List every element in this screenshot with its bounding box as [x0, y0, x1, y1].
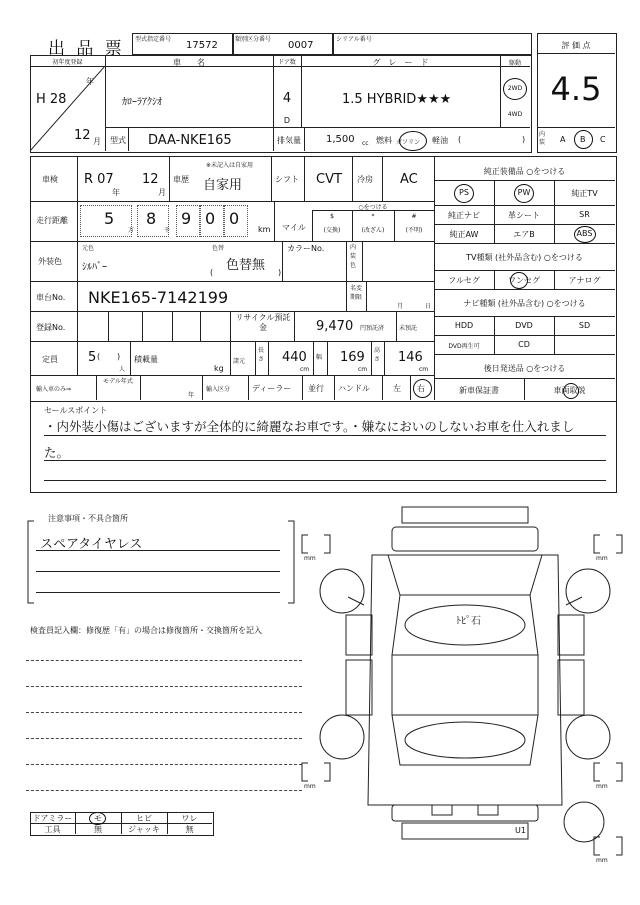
- interior-grade-label: 内装: [539, 131, 546, 146]
- interior-a: A: [560, 135, 566, 144]
- serial-label: シリアル番号: [336, 36, 372, 43]
- orig-color-value: ｼﾙﾊﾞｰ: [82, 262, 107, 273]
- category-code-label: 類別区分番号: [235, 36, 272, 43]
- doors-value: 4: [282, 91, 292, 106]
- width-cm: cm: [358, 366, 368, 373]
- capacity-label: 定員: [42, 355, 58, 364]
- first-reg-era: H 28: [36, 92, 67, 107]
- equip-abs: ABS: [576, 229, 593, 238]
- height-cm: cm: [419, 366, 429, 373]
- month-mark: 月: [93, 137, 101, 146]
- altered-label: (改ざん): [361, 227, 385, 234]
- notes-label: 注意事項・不具合箇所: [48, 514, 128, 523]
- year-mark: 年: [86, 77, 94, 86]
- sales-label: セールスポイント: [44, 406, 108, 415]
- handle-right: 右: [417, 384, 425, 393]
- form-title: 出 品 票: [48, 39, 125, 59]
- repaint-value: 色替無: [226, 258, 266, 273]
- height-label: 高さ: [374, 347, 381, 363]
- car-name: ｶﾛｰﾗｱｸｼｵ: [122, 97, 162, 108]
- shaken-era: R 07: [84, 172, 114, 187]
- doors-label: ドア数: [278, 59, 296, 66]
- chassis-value: NKE165-7142199: [88, 288, 229, 307]
- door-type: D: [283, 116, 291, 125]
- model-code-label: 型式指定番号: [135, 36, 172, 43]
- mm-spare: mm: [596, 857, 608, 864]
- fuel-paren-close: ): [522, 135, 526, 144]
- chassis-label: 車台No.: [36, 293, 66, 302]
- u1-mark: U1: [515, 826, 526, 835]
- acc-tools: 工具: [44, 825, 61, 834]
- length-label: 長さ: [258, 347, 265, 363]
- kg-unit: kg: [214, 364, 224, 373]
- drive-4wd: 4WD: [507, 111, 523, 118]
- orig-color-label: 元色: [82, 245, 95, 252]
- fuel-gasoline: ガソリン: [396, 139, 421, 146]
- sen-unit: 千: [164, 227, 171, 234]
- name-change-month: 月: [397, 303, 404, 310]
- unknown-symbol: #: [411, 213, 417, 220]
- acc-tools-value: 無: [94, 825, 102, 834]
- notes-bracket: [26, 515, 296, 609]
- import-label: 輸入車のみ⇒: [36, 386, 72, 393]
- handle-label: ハンドル: [338, 384, 370, 393]
- category-code-value: 0007: [288, 40, 314, 51]
- import-type-label: 輸入区分: [206, 386, 231, 393]
- capacity-value: 5: [88, 350, 97, 365]
- tv-oneseg: ワンセグ: [508, 276, 540, 285]
- drive-2wd: 2WD: [507, 85, 523, 92]
- capacity-paren-open: (: [97, 352, 101, 361]
- sales-line-2: た。: [44, 445, 70, 460]
- name-change-label: 名変期限: [350, 285, 363, 301]
- equip-ps-circle: [454, 184, 474, 203]
- odo-circle-note: ○をつける: [358, 204, 388, 211]
- mm-rear-right: mm: [596, 783, 608, 790]
- fuel-paren-open: (: [458, 135, 462, 144]
- equip-pw: PW: [517, 188, 531, 197]
- displacement-value: 1,500: [326, 134, 355, 145]
- acc-jack-value: 無: [185, 825, 194, 834]
- drive-label: 駆動: [508, 60, 521, 67]
- shaken-month: 12: [142, 172, 159, 187]
- mileage-digit-2: 8: [146, 209, 157, 228]
- mm-front-left: mm: [304, 555, 316, 562]
- load-label: 積載量: [134, 355, 158, 364]
- navi-hdd: HDD: [454, 321, 474, 330]
- model-value: DAA-NKE165: [148, 133, 232, 148]
- tv-analog: アナログ: [568, 276, 601, 285]
- equip-aw: 純正AW: [449, 230, 479, 239]
- drive-2wd-circle: [503, 78, 527, 100]
- name-change-day: 日: [425, 303, 432, 310]
- equipment-title: 純正装備品 ○をつける: [483, 167, 566, 176]
- interior-c: C: [600, 135, 606, 144]
- mileage-digit-3: 9: [181, 209, 192, 228]
- equip-navi: 純正ナビ: [448, 211, 480, 220]
- car-diagram: [300, 505, 630, 865]
- ac-label: 冷房: [357, 175, 373, 184]
- man-unit: 万: [128, 227, 135, 234]
- recycle-unpaid: 未預託: [399, 325, 418, 332]
- ac-value: AC: [400, 172, 418, 187]
- rating-label: 評 価 点: [561, 41, 591, 50]
- displacement-label: 排気量: [277, 136, 301, 145]
- navi-sd: SD: [578, 321, 591, 330]
- equip-sr: SR: [579, 210, 590, 219]
- repaint-paren-close: ): [278, 268, 282, 277]
- interior-b-circle: [574, 130, 593, 149]
- import-dealer: ディーラー: [252, 384, 292, 393]
- exchange-label: (交換): [323, 227, 341, 234]
- acc-crack: ヒビ: [136, 814, 152, 823]
- width-label: 幅: [316, 354, 323, 361]
- navi-dvd-play: DVD再生可: [448, 343, 480, 350]
- equip-airbag: エアB: [513, 230, 535, 239]
- mileage-digit-5: 0: [229, 209, 240, 228]
- tv-fullseg: フルセグ: [448, 276, 480, 285]
- notes-text: スペアタイヤレス: [40, 537, 143, 552]
- later-manual-circle: [563, 383, 579, 399]
- later-title: 後日発送品 ○をつける: [483, 364, 566, 373]
- handle-left: 左: [393, 384, 401, 393]
- shift-label: シフト: [275, 175, 299, 184]
- height-value: 146: [398, 350, 423, 365]
- fuel-light-oil: 軽油: [432, 136, 448, 145]
- mile-label: マイル: [282, 223, 306, 232]
- acc-door-mirror-value: モ: [94, 814, 102, 823]
- equip-pw-circle: [514, 184, 534, 203]
- recycle-unit: 円預託済: [360, 325, 385, 332]
- repaint-label: 色替: [212, 245, 225, 252]
- shaken-year-mark: 年: [112, 188, 120, 197]
- color-label: 外装色: [38, 257, 62, 266]
- length-value: 440: [282, 350, 307, 365]
- tv-oneseg-circle: [510, 272, 528, 289]
- fuel-label: 燃料: [376, 136, 392, 145]
- mm-front-right: mm: [596, 555, 608, 562]
- interior-color-label: 内装色: [350, 244, 357, 269]
- mileage-digit-4: 0: [205, 209, 216, 228]
- first-reg-label: 初年度登録: [52, 59, 83, 66]
- dims-label: 諸元: [233, 358, 246, 365]
- equip-abs-circle: [574, 226, 596, 243]
- later-warranty: 新車保証書: [459, 386, 499, 395]
- mileage-label: 走行距離: [36, 216, 68, 225]
- navi-dvd: DVD: [515, 321, 533, 330]
- reg-label: 登録No.: [36, 323, 66, 332]
- equip-tv: 純正TV: [571, 189, 598, 198]
- unknown-label: (不明): [405, 227, 423, 234]
- recycle-label: リサイクル預託金: [235, 313, 291, 332]
- grade-value: 1.5 HYBRID★★★: [342, 92, 452, 107]
- history-note: ※未記入は自家用: [206, 162, 254, 169]
- acc-jack: ジャッキ: [128, 825, 160, 834]
- altered-symbol: *: [371, 213, 375, 220]
- color-no-label: カラーNo.: [287, 244, 325, 253]
- mileage-digit-1: 5: [104, 209, 115, 228]
- length-cm: cm: [300, 366, 310, 373]
- history-value: 自家用: [203, 178, 243, 193]
- rating-value: 4.5: [550, 70, 602, 108]
- mm-rear-left: mm: [304, 783, 316, 790]
- shaken-month-mark: 月: [158, 188, 166, 197]
- acc-break: ワレ: [181, 814, 198, 823]
- model-label: 型式: [110, 136, 126, 145]
- inspector-label: 検査員記入欄：修復歴「有」の場合は修復箇所・交換箇所を記入: [30, 626, 262, 635]
- shift-value: CVT: [316, 172, 342, 187]
- navi-cd: CD: [518, 340, 530, 349]
- import-parallel: 並行: [308, 384, 324, 393]
- capacity-paren-close: ): [117, 352, 121, 361]
- car-name-label: 車 名: [173, 58, 205, 67]
- history-label: 車歴: [173, 175, 189, 184]
- equip-leather: 革シート: [508, 211, 540, 220]
- exchange-symbol: $: [330, 213, 334, 220]
- tv-title: TV種類 (社外品含む) ○をつける: [466, 253, 583, 262]
- chip-mark: ﾄﾋﾟ石: [456, 616, 481, 627]
- interior-b: B: [580, 135, 586, 144]
- later-manual: 車両取説: [553, 386, 586, 395]
- km-unit: km: [258, 225, 271, 234]
- recycle-value: 9,470: [316, 319, 354, 334]
- grade-label: グ レ ー ド: [372, 58, 429, 67]
- equip-ps: PS: [459, 188, 469, 197]
- model-year-label: モデル年式: [103, 378, 133, 385]
- sales-line-1: ・内外装小傷はございますが全体的に綺麗なお車です。・嫌なにおいのしないお車を仕入れまし: [44, 419, 575, 434]
- first-reg-month: 12: [74, 128, 91, 143]
- model-code-value: 17572: [186, 40, 218, 51]
- fuel-gasoline-circle: [399, 131, 427, 151]
- repaint-paren-open: (: [210, 268, 214, 277]
- width-value: 169: [340, 350, 365, 365]
- cc-unit: cc: [362, 140, 369, 147]
- model-year-mark: 年: [188, 392, 195, 399]
- handle-right-circle: [413, 379, 432, 398]
- navi-title: ナビ種類 (社外品含む) ○をつける: [463, 299, 586, 308]
- shaken-label: 車検: [42, 175, 58, 184]
- capacity-unit: 人: [119, 366, 126, 373]
- acc-door-mirror: ドアミラー: [32, 814, 73, 823]
